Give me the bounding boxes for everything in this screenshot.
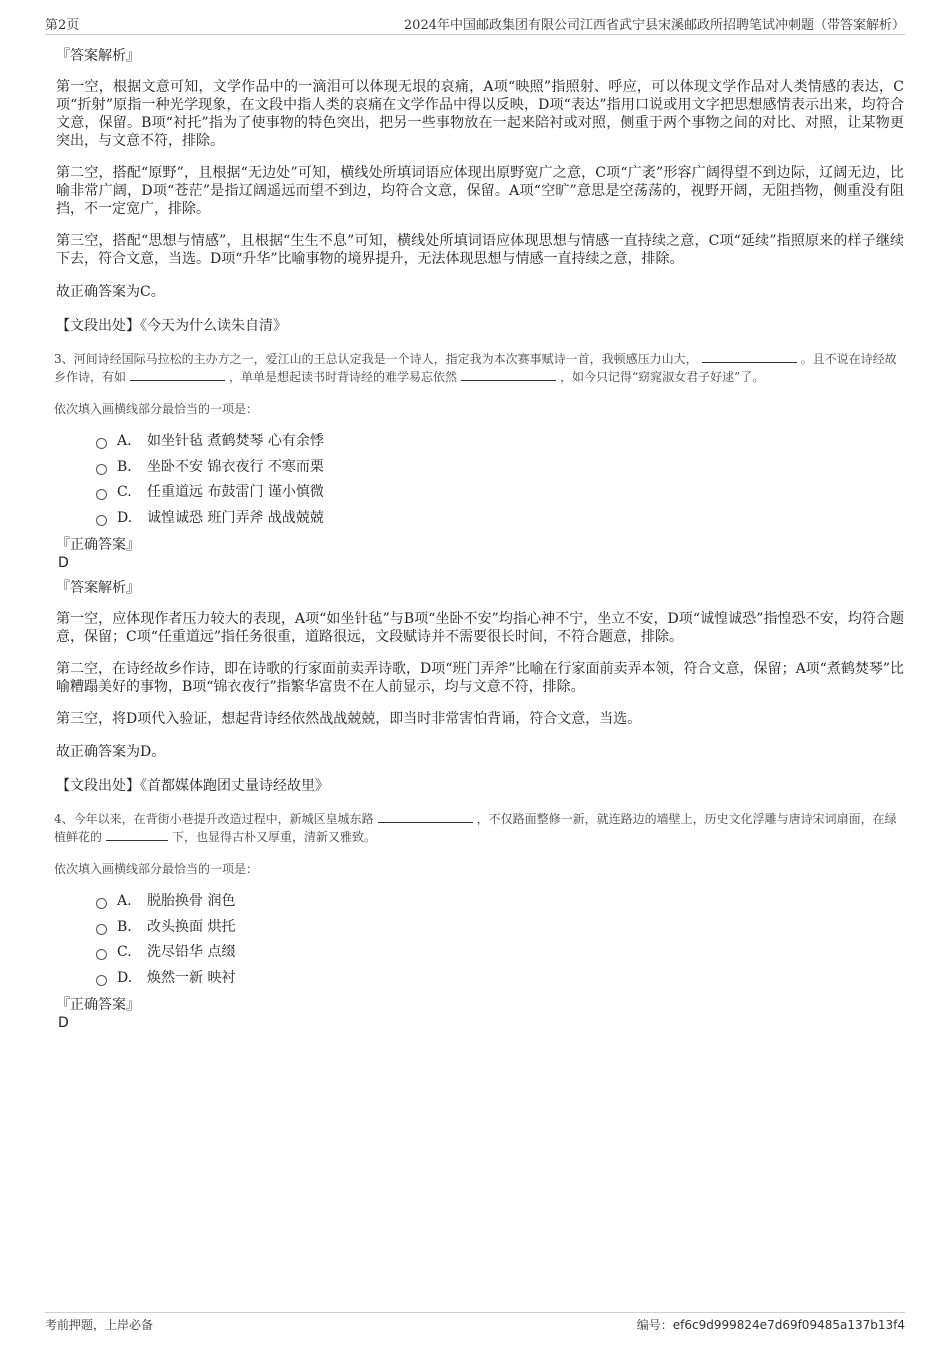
analysis-paragraph: 第一空，应体现作者压力较大的表现，A项“如坐针毡”与B项“坐卧不安”均指心神不宁，坐立不安，D项“诚惶诚恐”指惶恐不安，均符合题意，保留；C项“任重道远”指任务很重，道路很远，文段赋诗并不需要很长时间，不符合题意，排除。 (56, 611, 904, 645)
radio-icon[interactable] (96, 949, 107, 960)
radio-icon[interactable] (96, 515, 107, 526)
correct-answer-label: 『正确答案』 (56, 537, 140, 553)
fill-blank (130, 368, 225, 381)
question-4-options (96, 892, 904, 994)
analysis-paragraph: 第二空，在诗经故乡作诗，即在诗歌的行家面前卖弄诗歌，D项“班门弄斧”比喻在行家面前卖弄本领，符合文意，保留；A项“煮鹤焚琴”比喻糟蹋美好的事物，B项“锦衣夜行”指繁华富贵不在人前显示，均与文意不符，排除。 (56, 661, 904, 695)
page-footer (45, 1312, 905, 1335)
option-a[interactable]: A. 如坐针毡 煮鹤焚琴 心有余悸 (96, 432, 904, 458)
analysis-paragraph: 第二空，搭配“原野”，且根据“无边处”可知，横线处所填词语应体现出原野宽广之意，C项“广袤”形容广阔得望不到边际，辽阔无边，比喻非常广阔，D项“苍茫”是指辽阔遥远而望不到边，均符合文意，保留。A项“空旷”意思是空荡荡的，视野开阔，无阻挡物，侧重没有阻挡，不一定宽广，排除。 (56, 165, 904, 217)
analysis-label: 『答案解析』 (56, 580, 140, 596)
analysis-paragraph: 第一空，根据文意可知，文学作品中的一滴泪可以体现无垠的哀痛，A项“映照”指照射、呼应，可以体现文学作品对人类情感的表达，C项“折射”原指一种光学现象，在文段中指人类的哀痛在文学作品中得以反映，D项“表达”指用口说或用文字把思想感情表示出来，均符合文意，保留。B项“衬托”指为了使事物的特色突出，把另一些事物放在一起来陪衬或对照，侧重于两个事物之间的对比、对照，让某物更突出，与文意不符，排除。 (56, 79, 904, 149)
page-number: 第2页 (45, 18, 80, 33)
option-a[interactable]: A. 脱胎换骨 润色 (96, 892, 904, 918)
document-title: 2024年中国邮政集团有限公司江西省武宁县宋溪邮政所招聘笔试冲刺题（带答案解析） (403, 18, 905, 33)
page-header (45, 14, 905, 35)
correct-answer: D (58, 555, 69, 571)
fill-blank (106, 828, 168, 841)
question-prompt: 依次填入画横线部分最恰当的一项是： (54, 862, 259, 876)
radio-icon[interactable] (96, 975, 107, 986)
question-3-options (96, 432, 904, 534)
footer-slogan: 考前押题，上岸必备 (45, 1318, 154, 1332)
fill-blank (378, 810, 473, 823)
document-code: 编号：ef6c9d999824e7d69f09485a137b13f4 (636, 1318, 905, 1332)
analysis-label: 『答案解析』 (56, 48, 140, 64)
question-prompt: 依次填入画横线部分最恰当的一项是： (54, 402, 259, 416)
source-citation: 【文段出处】《首都媒体跑团丈量诗经故里》 (56, 778, 329, 794)
source-citation: 【文段出处】《今天为什么读朱自清》 (56, 318, 287, 334)
option-d[interactable]: D. 诚惶诚恐 班门弄斧 战战兢兢 (96, 509, 904, 535)
analysis-paragraph: 第三空，将D项代入验证，想起背诗经依然战战兢兢，即当时非常害怕背诵，符合文意，当选。 (56, 711, 642, 727)
option-d[interactable]: D. 焕然一新 映衬 (96, 969, 904, 995)
analysis-paragraph: 第三空，搭配“思想与情感”，且根据“生生不息”可知，横线处所填词语应体现思想与情感一直持续之意，C项“延续”指照原来的样子继续下去，符合文意，当选。D项“升华”比喻事物的境界提升，无法体现思想与情感一直持续之意，排除。 (56, 233, 904, 267)
option-c[interactable]: C. 任重道远 布鼓雷门 谨小慎微 (96, 483, 904, 509)
fill-blank (702, 350, 797, 363)
conclusion: 故正确答案为C。 (56, 284, 165, 300)
fill-blank (461, 368, 556, 381)
radio-icon[interactable] (96, 489, 107, 500)
correct-answer: D (58, 1015, 69, 1031)
option-b[interactable]: B. 坐卧不安 锦衣夜行 不寒而栗 (96, 458, 904, 484)
radio-icon[interactable] (96, 898, 107, 909)
option-b[interactable]: B. 改头换面 烘托 (96, 918, 904, 944)
question-3-stem: 3、河间诗经国际马拉松的主办方之一，爱江山的王总认定我是一个诗人，指定我为本次赛事赋诗一首，我顿感压力山大， 。且不说在诗经故乡作诗，有如 ，单单是想起读书时背诗经的难学易忘依然 ，如今只记得“窈窕淑女君子好逑”了。 (54, 352, 897, 384)
conclusion: 故正确答案为D。 (56, 744, 166, 760)
option-c[interactable]: C. 洗尽铅华 点缀 (96, 943, 904, 969)
question-4-stem: 4、今年以来，在背街小巷提升改造过程中，新城区皇城东路 ，不仅路面整修一新，就连路边的墙壁上，历史文化浮雕与唐诗宋词扇面，在绿植鲜花的 下，也显得古朴又厚重，清新又雅致。 (54, 812, 897, 844)
correct-answer-label: 『正确答案』 (56, 997, 140, 1013)
radio-icon[interactable] (96, 924, 107, 935)
radio-icon[interactable] (96, 438, 107, 449)
radio-icon[interactable] (96, 464, 107, 475)
page-content (56, 40, 904, 1034)
